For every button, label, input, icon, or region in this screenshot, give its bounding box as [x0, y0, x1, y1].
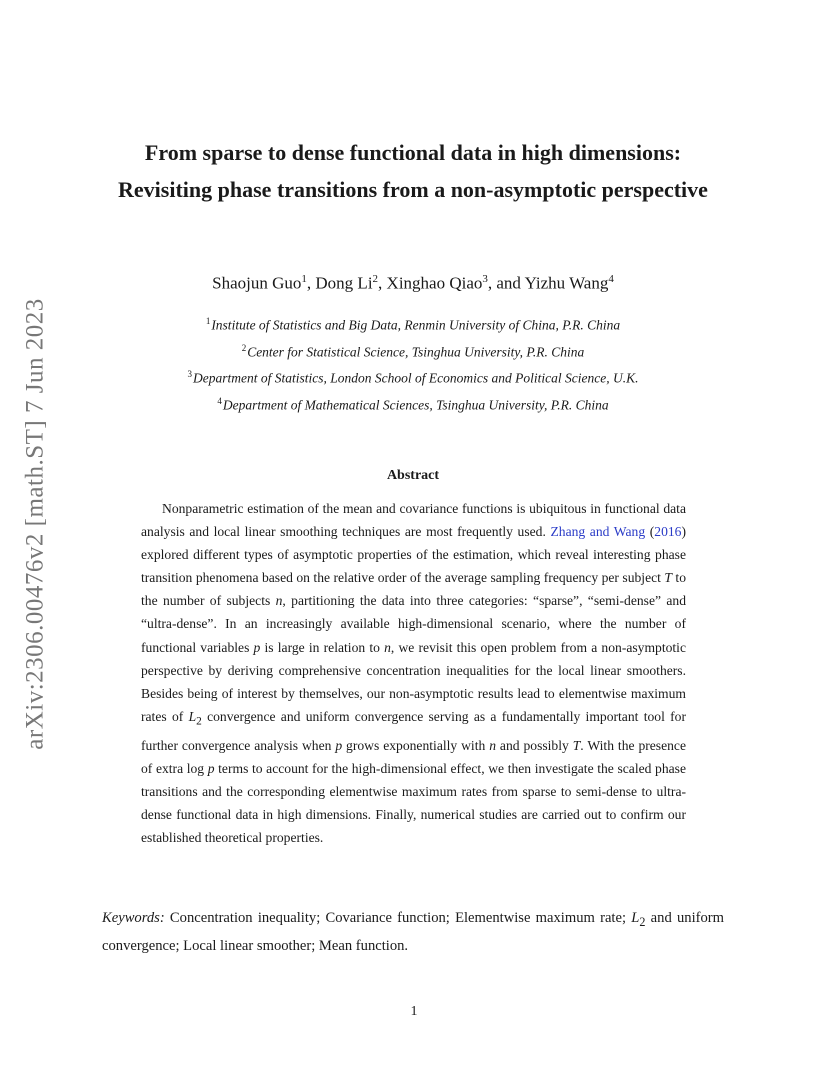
affiliation-list	[110, 310, 716, 416]
author-affil-mark: 1	[301, 273, 307, 285]
keywords-text: Concentration inequality; Covariance function; Elementwise maximum rate;	[164, 910, 632, 926]
affiliation-mark: 1	[205, 316, 211, 326]
abstract-text: to the number of subjects	[141, 570, 686, 609]
affiliation-mark: 2	[241, 342, 247, 353]
author-name: Shaojun Guo	[212, 273, 302, 293]
math-variable: p	[253, 639, 261, 655]
affiliation	[110, 337, 716, 364]
abstract-text: convergence and uniform convergence serving as a fundamentally important tool for further convergence analysis when	[141, 708, 686, 753]
abstract-heading: Abstract	[386, 468, 440, 483]
author-name: Yizhu Wang	[524, 273, 609, 293]
affiliation	[110, 390, 716, 417]
math-variable: p	[207, 760, 215, 776]
abstract-text: terms to account for the high-dimensional effect, we then investigate the scaled phase transitions and the corresponding elementwise maximum rates from sparse to semi-dense to ultra-dense functional data in high dimensions. Finally, numerical studies are carried out to confirm our established theoretical properties.	[141, 760, 686, 846]
math-variable: n	[275, 593, 283, 609]
citation-year-link[interactable]: 2016	[654, 524, 682, 540]
math-variable: n	[384, 639, 391, 655]
math-variable: L	[188, 708, 197, 724]
author-separator: ,	[378, 273, 387, 293]
author-name: Dong Li	[315, 273, 373, 293]
math-subscript: 2	[639, 914, 646, 929]
author-name: Xinghao Qiao	[386, 273, 483, 293]
abstract-body	[141, 497, 686, 849]
keywords-text: and uniform convergence; Local linear smoother; Mean function.	[102, 910, 724, 955]
affiliation	[110, 310, 716, 337]
affiliation-mark: 3	[187, 369, 193, 379]
abstract-text: , partitioning the data into three categories: “sparse”, “semi-dense” and “ultra-dense”. In an increasingly available high-dimensional scenario, where the number of functional variables	[141, 593, 686, 655]
math-variable: L	[631, 910, 640, 926]
math-variable: T	[664, 570, 672, 586]
math-variable: n	[489, 737, 497, 753]
abstract-text: , we revisit this open problem from a non-asymptotic perspective by deriving comprehensive concentration inequalities for the local linear smoothers. Besides being of interest by themselves, our non-asymptotic results lead to elementwise maximum rates of	[141, 639, 686, 724]
affiliation-text: Institute of Statistics and Big Data, Renmin University of China, P.R. China	[211, 317, 621, 333]
citation-paren: (	[645, 524, 655, 540]
affiliation-text: Center for Statistical Science, Tsinghua University, P.R. China	[247, 344, 585, 359]
abstract-text: and possibly	[496, 737, 573, 753]
page-number: 1	[410, 1004, 418, 1019]
author-separator: ,	[306, 273, 316, 293]
abstract-text: . With the presence of extra log	[141, 737, 686, 776]
abstract-text: Nonparametric estimation of the mean and covariance functions is ubiquitous in functional data analysis and local linear smoothing techniques are most frequently used.	[141, 501, 686, 540]
arxiv-identifier: arXiv:2306.00476v2 [math.ST] 7 Jun 2023	[22, 298, 50, 750]
affiliation-text: Department of Mathematical Sciences, Tsinghua University, P.R. China	[222, 397, 609, 412]
citation-paren: )	[681, 524, 686, 540]
author-affil-mark: 4	[608, 273, 614, 285]
author-list	[110, 266, 716, 297]
author-affil-mark: 3	[482, 273, 488, 285]
author-affil-mark: 2	[372, 273, 379, 285]
citation-authors[interactable]: Zhang and Wang	[550, 524, 646, 540]
keywords-label: Keywords:	[102, 910, 165, 926]
math-variable: p	[335, 737, 343, 753]
abstract-text: is large in relation to	[260, 639, 385, 655]
paper-title: From sparse to dense functional data in high dimensions: Revisiting phase transitions from a non-asymptotic perspective	[118, 140, 708, 202]
abstract-text: explored different types of asymptotic properties of the estimation, which reveal interesting phase transition phenomena based on the relative order of the average sampling frequency per subject	[141, 547, 686, 586]
keywords-section	[102, 906, 724, 959]
citation-link[interactable]	[550, 524, 645, 539]
math-subscript: 2	[196, 715, 202, 728]
author-separator: , and	[487, 273, 525, 293]
math-variable: T	[572, 737, 581, 753]
affiliation-text: Department of Statistics, London School of Economics and Political Science, U.K.	[193, 370, 639, 386]
abstract-text: grows exponentially with	[342, 737, 490, 753]
arxiv-side-stamp	[14, 282, 58, 766]
affiliation-mark: 4	[217, 395, 222, 406]
affiliation	[110, 363, 716, 390]
